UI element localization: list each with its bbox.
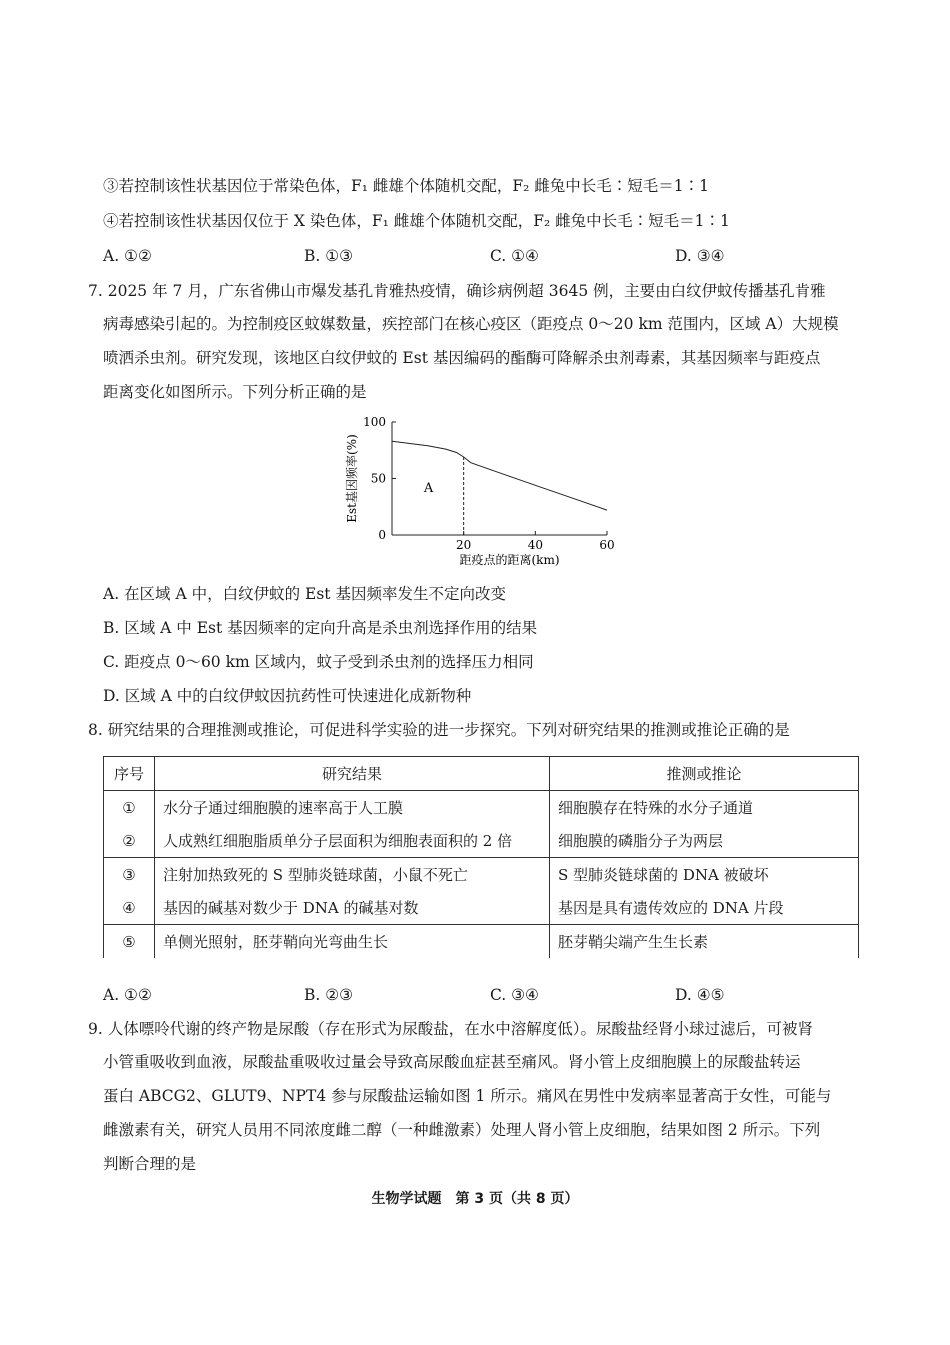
q8-option-d: D. ④⑤: [675, 986, 725, 1004]
q9-stem-line-4: 雌激素有关，研究人员用不同浓度雌二醇（一种雌激素）处理人肾小管上皮细胞，结果如图 2 所示。下列: [103, 1121, 821, 1139]
header-index: 序号: [104, 757, 155, 791]
q7-stem-line-3: 喷洒杀虫剂。研究发现，该地区白纹伊蚊的 Est 基因编码的酯酶可降解杀虫剂毒素，其基因频率与距疫点: [103, 349, 821, 367]
q9-stem-line-3: 蛋白 ABCG2、GLUT9、NPT4 参与尿酸盐运输如图 1 所示。痛风在男性中发病率显著高于女性，可能与: [103, 1087, 832, 1105]
q6-statement-4: ④若控制该性状基因仅位于 X 染色体，F₁ 雌雄个体随机交配，F₂ 雌兔中长毛∶短毛＝1∶1: [103, 212, 730, 230]
chart-x-axis-label: 距疫点的距离(km): [459, 553, 560, 567]
table-row: [104, 791, 859, 825]
page-footer: 生物学试题 第 3 页（共 8 页）: [371, 1191, 579, 1207]
row-result: 人成熟红细胞脂质单分子层面积为细胞表面积的 2 倍: [155, 824, 550, 858]
row-result: 水分子通过细胞膜的速率高于人工膜: [155, 791, 550, 825]
x-tick-label: 60: [599, 538, 615, 552]
row-result: 单侧光照射，胚芽鞘向光弯曲生长: [155, 925, 550, 959]
row-index: ⑤: [104, 925, 155, 959]
row-inference: 细胞膜的磷脂分子为两层: [550, 824, 859, 858]
q9-stem-line-2: 小管重吸收到血液，尿酸盐重吸收过量会导致高尿酸血症甚至痛风。肾小管上皮细胞膜上的尿酸盐转运: [103, 1053, 801, 1071]
q6-option-a: A. ①②: [103, 247, 152, 265]
chart-ticks: [363, 415, 615, 552]
q6-option-c: C. ①④: [490, 247, 539, 265]
est-frequency-series-line: [392, 441, 607, 510]
table-row: [104, 925, 859, 959]
est-frequency-chart: [340, 408, 630, 573]
q6-statement-3: ③若控制该性状基因位于常染色体，F₁ 雌雄个体随机交配，F₂ 雌兔中长毛∶短毛＝1∶1: [103, 177, 710, 195]
y-tick-label: 100: [363, 415, 386, 429]
x-tick-label: 40: [527, 538, 543, 552]
row-inference: S 型肺炎链球菌的 DNA 被破坏: [550, 858, 859, 892]
q9-stem-line-1: 9. 人体嘌呤代谢的终产物是尿酸（存在形式为尿酸盐，在水中溶解度低）。尿酸盐经肾小球过滤后，可被肾: [88, 1020, 813, 1038]
row-inference: 胚芽鞘尖端产生生长素: [550, 925, 859, 959]
row-index: ③: [104, 858, 155, 892]
q9-stem-line-5: 判断合理的是: [103, 1155, 197, 1173]
q7-option-a: A. 在区域 A 中，白纹伊蚊的 Est 基因频率发生不定向改变: [103, 585, 506, 603]
header-result: 研究结果: [155, 757, 550, 791]
q7-stem-line-2: 病毒感染引起的。为控制疫区蚊媒数量，疾控部门在核心疫区（距疫点 0～20 km 范围内，区域 A）大规模: [103, 315, 839, 333]
y-tick-label: 50: [370, 471, 386, 486]
q7-stem-line-1: 7. 2025 年 7 月，广东省佛山市爆发基孔肯雅热疫情，确诊病例超 3645 例，主要由白纹伊蚊传播基孔肯雅: [88, 282, 826, 300]
q8-option-b: B. ②③: [304, 986, 354, 1004]
q8-option-c: C. ③④: [490, 986, 539, 1004]
row-index: ②: [104, 824, 155, 858]
row-index: ①: [104, 791, 155, 825]
y-tick-label: 0: [378, 528, 386, 542]
table-header-row: [104, 757, 859, 791]
chart-axes: [392, 422, 607, 535]
q8-stem: 8. 研究结果的合理推测或推论，可促进科学实验的进一步探究。下列对研究结果的推测或推论正确的是: [88, 721, 790, 739]
q6-option-b: B. ①③: [304, 247, 354, 265]
row-inference: 细胞膜存在特殊的水分子通道: [550, 791, 859, 825]
region-a-label: A: [423, 481, 434, 497]
table-row: [104, 891, 859, 925]
header-inference: 推测或推论: [550, 757, 859, 791]
q7-option-b: B. 区域 A 中 Est 基因频率的定向升高是杀虫剂选择作用的结果: [103, 619, 538, 637]
row-result: 基因的碱基对数少于 DNA 的碱基对数: [155, 891, 550, 925]
chart-y-axis-label: Est基因频率(%): [345, 434, 359, 523]
q6-option-d: D. ③④: [675, 247, 725, 265]
table-row: [104, 824, 859, 858]
table-row: [104, 858, 859, 892]
x-tick-label: 20: [456, 538, 472, 552]
q7-stem-line-4: 距离变化如图所示。下列分析正确的是: [103, 383, 367, 401]
q8-option-a: A. ①②: [103, 986, 152, 1004]
row-index: ④: [104, 891, 155, 925]
row-result: 注射加热致死的 S 型肺炎链球菌，小鼠不死亡: [155, 858, 550, 892]
q8-results-table: [103, 756, 859, 958]
q7-option-d: D. 区域 A 中的白纹伊蚊因抗药性可快速进化成新物种: [103, 687, 472, 705]
q7-option-c: C. 距疫点 0～60 km 区域内，蚊子受到杀虫剂的选择压力相同: [103, 653, 534, 671]
row-inference: 基因是具有遗传效应的 DNA 片段: [550, 891, 859, 925]
